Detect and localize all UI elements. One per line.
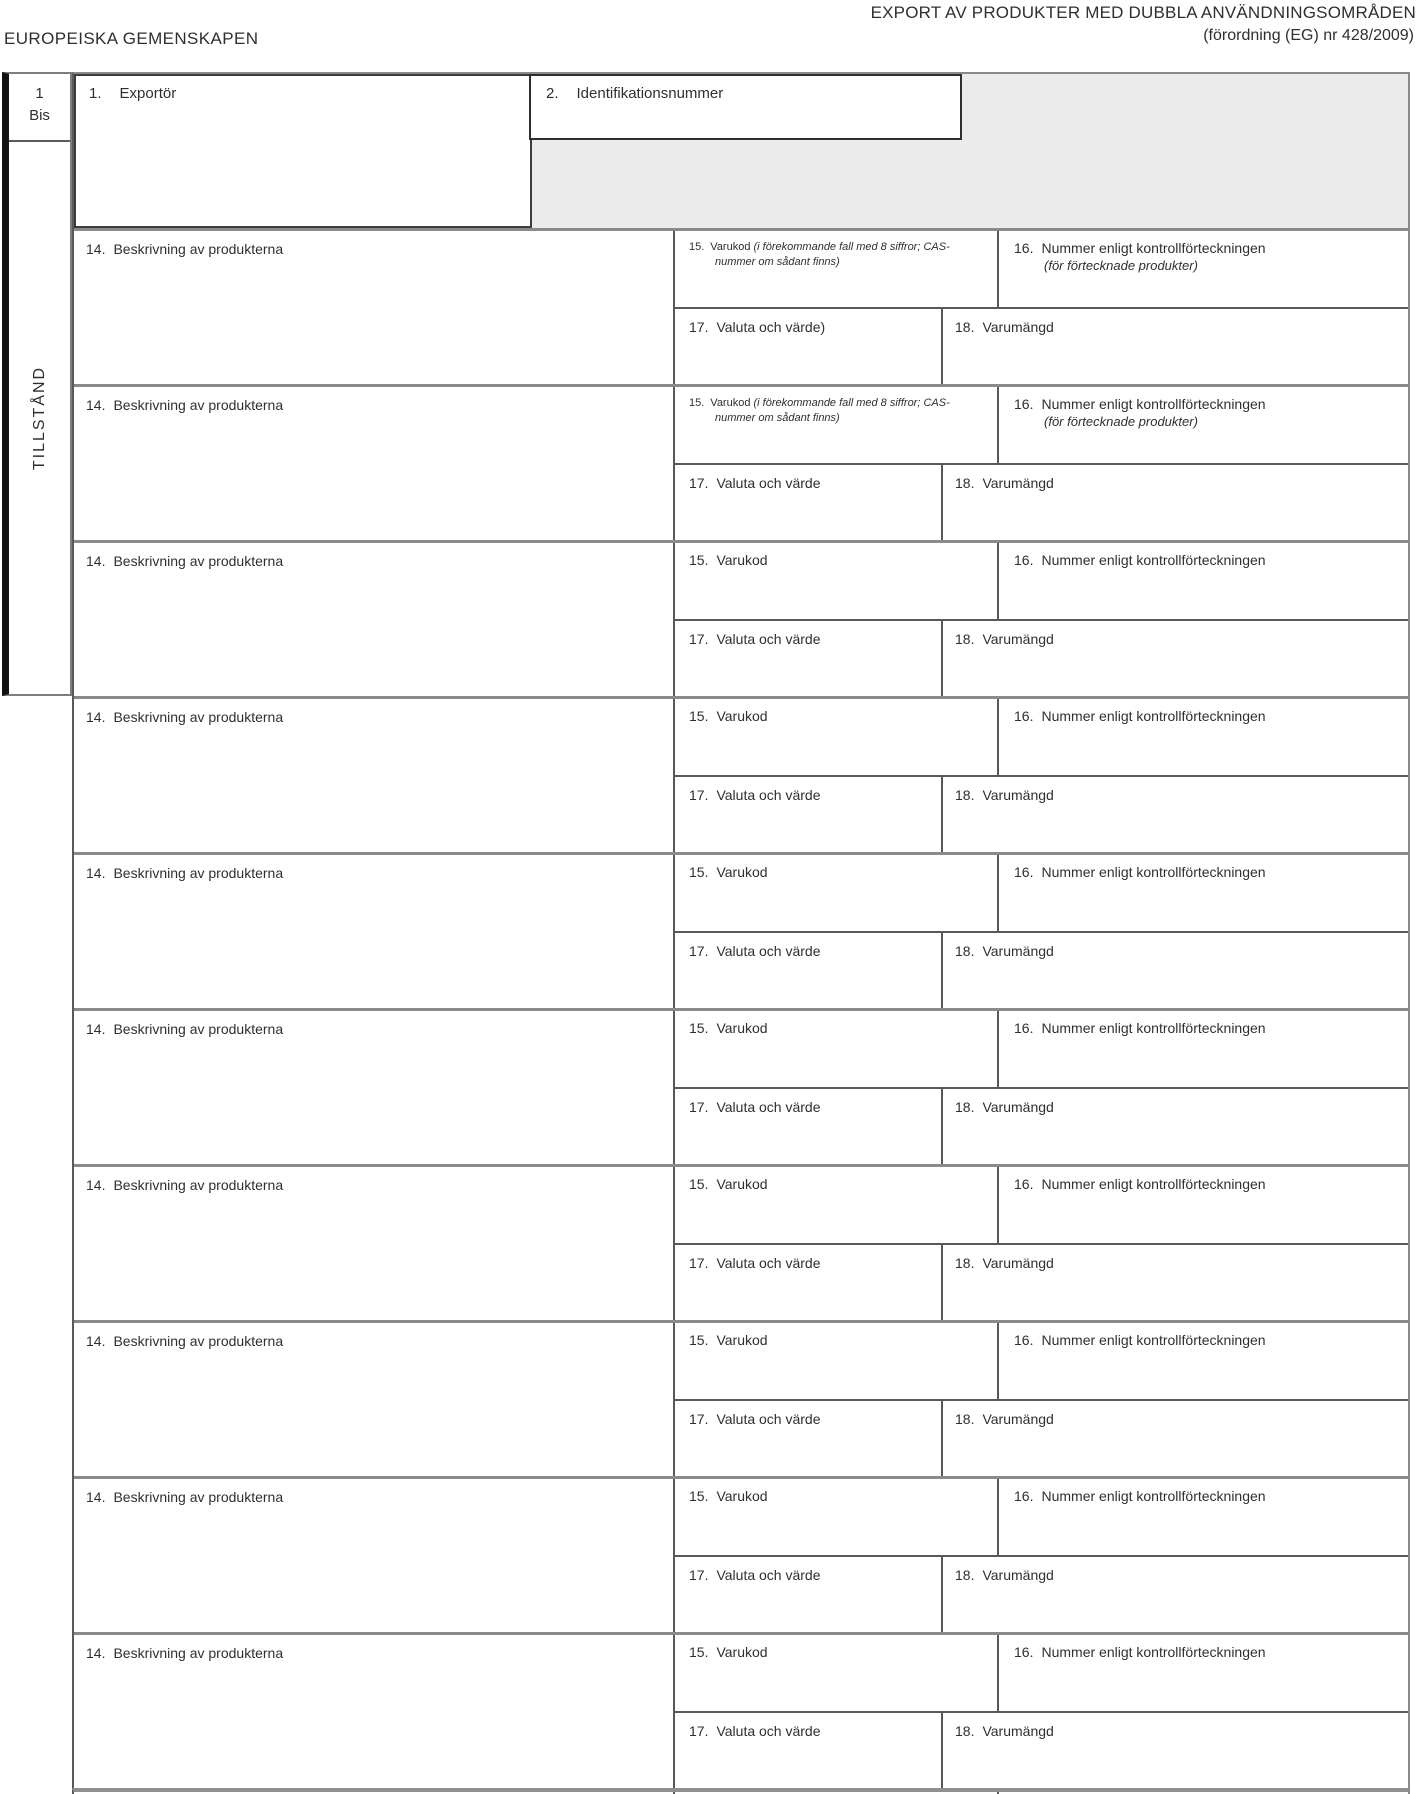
permit-column [9,142,70,694]
field-14-number: 14. [86,553,106,569]
field-17-label: Valuta och värde [716,1411,821,1427]
field-18-number: 18. [955,1411,975,1427]
field-16-note: (för förtecknade produkter) [1044,414,1198,429]
field-18-quantity-cell [943,621,1408,696]
field-15-label: Varukod [716,864,768,880]
field-14-number: 14. [86,1333,106,1349]
field-14-label: Beskrivning av produkterna [113,241,284,257]
field-17-label: Valuta och värde [716,787,821,803]
field-15-number: 15. [689,1644,709,1660]
field-17-currency-value-cell [675,621,943,696]
field-16-control-list-cell [999,231,1408,309]
field-18-label: Varumängd [982,787,1054,803]
exporter-number: 1. [89,85,102,102]
field-15-label: Varukod [710,241,751,253]
field-15-number: 15. [689,708,709,724]
field-17-number: 17. [689,1255,709,1271]
field-17-number: 17. [689,475,709,491]
field-14-label: Beskrivning av produkterna [113,1645,284,1661]
exporter-cell [74,74,532,228]
field-18-number: 18. [955,1099,975,1115]
field-16-control-list-cell [999,1323,1408,1401]
item-row [74,1632,1408,1788]
copy-label: Bis [29,106,50,124]
field-15-note: (i förekommande fall med 8 siffror; CAS-nummer om sådant finns) [715,397,950,424]
field-16-control-list-cell [999,543,1408,621]
field-16-control-list-cell [999,1635,1408,1713]
item-row [74,1320,1408,1476]
field-16-control-list-cell [999,855,1408,933]
copy-number: 1 [35,85,44,102]
header-band-shaded-area [72,72,1410,228]
field-16-number: 16. [1014,1176,1034,1192]
field-17-number: 17. [689,787,709,803]
field-17-number: 17. [689,631,709,647]
field-16-label: Nummer enligt kontrollförteckningen [1041,396,1266,412]
field-17-label: Valuta och värde [716,631,821,647]
side-column [2,72,72,696]
community-label: EUROPEISKA GEMENSKAPEN [4,29,259,48]
field-17-currency-value-cell [675,1089,943,1164]
field-17-label: Valuta och värde) [716,319,826,335]
field-14-label: Beskrivning av produkterna [113,1333,284,1349]
field-15-label: Varukod [716,1020,768,1036]
field-15-commodity-code-cell [675,1167,999,1245]
field-15-label: Varukod [716,708,768,724]
field-18-quantity-cell [943,777,1408,852]
field-18-label: Varumängd [982,1411,1054,1427]
field-17-currency-value-cell [675,777,943,852]
field-17-label: Valuta och värde [716,475,821,491]
field-16-label: Nummer enligt kontrollförteckningen [1041,1644,1266,1660]
field-14-description-cell [74,1167,675,1320]
identification-number: 2. [546,85,559,102]
field-18-number: 18. [955,631,975,647]
field-16-number: 16. [1014,864,1034,880]
field-17-number: 17. [689,1411,709,1427]
field-15-number: 15. [689,864,709,880]
field-14-number: 14. [86,1021,106,1037]
field-16-label: Nummer enligt kontrollförteckningen [1041,708,1266,724]
item-row [74,228,1408,384]
permit-vertical-label: TILLSTÅND [30,365,48,471]
field-14-label: Beskrivning av produkterna [113,397,284,413]
partial-row [72,1788,1410,1794]
field-15-label: Varukod [716,552,768,568]
field-14-description-cell [74,1323,675,1476]
item-row [74,696,1408,852]
field-17-number: 17. [689,1567,709,1583]
field-16-number: 16. [1014,708,1034,724]
field-14-description-cell [74,1635,675,1788]
item-rows [72,228,1410,1788]
item-row [74,1008,1408,1164]
field-14-label: Beskrivning av produkterna [113,1177,284,1193]
field-17-number: 17. [689,1099,709,1115]
field-18-number: 18. [955,1255,975,1271]
field-16-label: Nummer enligt kontrollförteckningen [1041,864,1266,880]
field-14-number: 14. [86,1489,106,1505]
field-18-number: 18. [955,319,975,335]
field-17-currency-value-cell [675,309,943,384]
identification-number-box [529,74,962,140]
field-14-description-cell [74,1011,675,1164]
field-18-number: 18. [955,1567,975,1583]
field-17-label: Valuta och värde [716,1255,821,1271]
field-17-label: Valuta och värde [716,1567,821,1583]
field-18-quantity-cell [943,309,1408,384]
field-14-number: 14. [86,1177,106,1193]
copy-number-box [9,74,70,142]
field-15-number: 15. [689,397,705,409]
field-18-quantity-cell [943,1713,1408,1788]
field-17-number: 17. [689,319,709,335]
field-14-number: 14. [86,397,106,413]
field-15-label: Varukod [716,1488,768,1504]
field-18-label: Varumängd [982,319,1054,335]
field-18-label: Varumängd [982,1099,1054,1115]
field-14-label: Beskrivning av produkterna [113,865,284,881]
field-18-quantity-cell [943,1089,1408,1164]
field-18-label: Varumängd [982,1567,1054,1583]
field-18-number: 18. [955,1723,975,1739]
form-title-line2: (förordning (EG) nr 428/2009) [1203,27,1414,44]
field-17-number: 17. [689,1723,709,1739]
field-15-number: 15. [689,1488,709,1504]
field-16-number: 16. [1014,1332,1034,1348]
field-17-currency-value-cell [675,465,943,540]
item-row [74,384,1408,540]
field-14-label: Beskrivning av produkterna [113,553,284,569]
field-16-number: 16. [1014,1488,1034,1504]
field-18-label: Varumängd [982,475,1054,491]
field-14-description-cell [74,231,675,384]
field-17-currency-value-cell [675,1713,943,1788]
field-16-control-list-cell [999,699,1408,777]
field-15-commodity-code-cell [675,855,999,933]
field-16-number: 16. [1014,240,1034,256]
field-15-commodity-code-cell [675,231,999,309]
field-15-number: 15. [689,1176,709,1192]
field-18-quantity-cell [943,465,1408,540]
field-16-control-list-cell [999,1167,1408,1245]
field-14-label: Beskrivning av produkterna [113,1489,284,1505]
field-16-control-list-cell [999,1011,1408,1089]
exporter-label: Exportör [119,85,177,102]
item-row [74,852,1408,1008]
field-18-quantity-cell [943,1557,1408,1632]
field-16-label: Nummer enligt kontrollförteckningen [1041,552,1266,568]
field-17-label: Valuta och värde [716,1723,821,1739]
field-14-description-cell [74,1479,675,1632]
field-15-note: (i förekommande fall med 8 siffror; CAS-nummer om sådant finns) [715,241,950,268]
field-18-label: Varumängd [982,943,1054,959]
field-18-quantity-cell [943,933,1408,1008]
field-18-quantity-cell [943,1401,1408,1476]
form-title-line1: EXPORT AV PRODUKTER MED DUBBLA ANVÄNDNINGSOMRÅDEN [870,3,1416,22]
field-14-description-cell [74,543,675,696]
field-15-label: Varukod [716,1644,768,1660]
field-15-label: Varukod [716,1332,768,1348]
identification-label: Identifikationsnummer [576,85,724,102]
field-17-label: Valuta och värde [716,1099,821,1115]
field-14-number: 14. [86,709,106,725]
field-14-number: 14. [86,1645,106,1661]
field-16-label: Nummer enligt kontrollförteckningen [1041,240,1266,256]
field-17-currency-value-cell [675,1557,943,1632]
field-14-number: 14. [86,241,106,257]
field-14-description-cell [74,387,675,540]
field-15-number: 15. [689,1020,709,1036]
item-row [74,1476,1408,1632]
field-18-number: 18. [955,943,975,959]
field-18-label: Varumängd [982,1255,1054,1271]
field-14-description-cell [74,855,675,1008]
field-17-currency-value-cell [675,1245,943,1320]
field-16-note: (för förtecknade produkter) [1044,258,1198,273]
field-15-commodity-code-cell [675,387,999,465]
field-18-quantity-cell [943,1245,1408,1320]
field-15-number: 15. [689,552,709,568]
field-16-label: Nummer enligt kontrollförteckningen [1041,1176,1266,1192]
field-15-commodity-code-cell [675,543,999,621]
field-17-number: 17. [689,943,709,959]
item-row [74,1164,1408,1320]
field-14-number: 14. [86,865,106,881]
field-15-commodity-code-cell [675,1323,999,1401]
field-16-number: 16. [1014,552,1034,568]
field-16-number: 16. [1014,396,1034,412]
field-16-number: 16. [1014,1644,1034,1660]
field-18-number: 18. [955,787,975,803]
field-15-label: Varukod [710,397,751,409]
field-15-number: 15. [689,241,705,253]
item-row [74,540,1408,696]
field-15-commodity-code-cell [675,1479,999,1557]
field-16-label: Nummer enligt kontrollförteckningen [1041,1488,1266,1504]
field-17-currency-value-cell [675,1401,943,1476]
field-18-label: Varumängd [982,1723,1054,1739]
field-18-number: 18. [955,475,975,491]
field-17-currency-value-cell [675,933,943,1008]
field-14-description-cell [74,699,675,852]
field-16-label: Nummer enligt kontrollförteckningen [1041,1332,1266,1348]
field-16-control-list-cell [999,1479,1408,1557]
field-15-label: Varukod [716,1176,768,1192]
field-14-label: Beskrivning av produkterna [113,1021,284,1037]
field-14-label: Beskrivning av produkterna [113,709,284,725]
field-16-control-list-cell [999,387,1408,465]
field-15-commodity-code-cell [675,699,999,777]
field-15-commodity-code-cell [675,1011,999,1089]
field-17-label: Valuta och värde [716,943,821,959]
field-18-label: Varumängd [982,631,1054,647]
field-16-label: Nummer enligt kontrollförteckningen [1041,1020,1266,1036]
field-15-number: 15. [689,1332,709,1348]
field-15-commodity-code-cell [675,1635,999,1713]
field-16-number: 16. [1014,1020,1034,1036]
